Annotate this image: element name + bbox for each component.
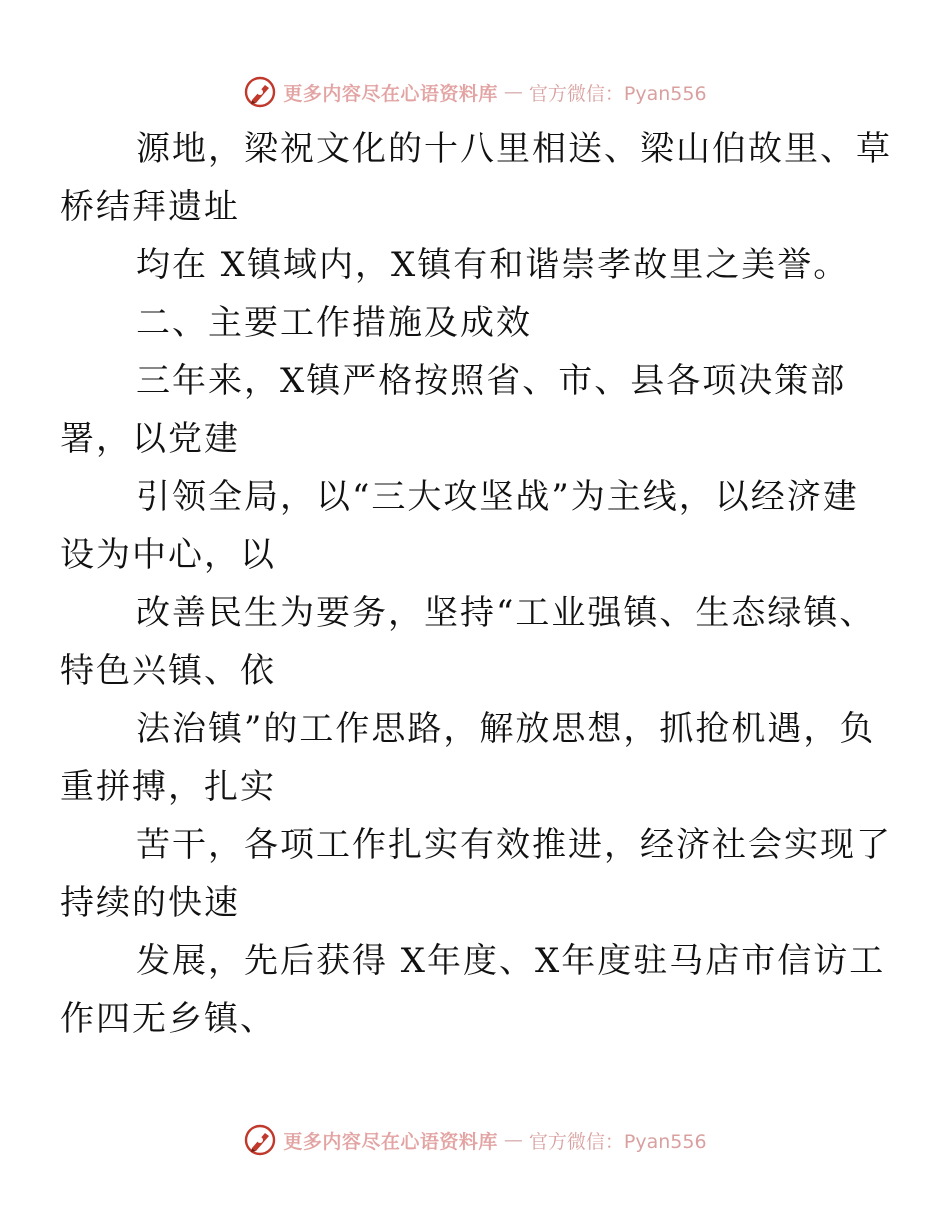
paragraph-line: 设为中心，以 [60,535,276,575]
paragraph-line: 二、主要工作措施及成效 [136,303,532,343]
paragraph [60,584,876,700]
paragraph [98,236,858,294]
section-heading [98,294,858,352]
paragraph-line: 署，以党建 [60,419,240,459]
document-body [60,120,892,1048]
paragraph [60,816,892,932]
watermark-separator: — [503,1129,523,1151]
paragraph [60,468,859,584]
watermark-text: 更多内容尽在心语资料库 [283,1130,498,1153]
paragraph-line: 特色兴镇、依 [60,651,276,691]
paragraph-line: 引领全局，以“三大攻坚战”为主线，以经济建 [136,477,859,517]
paragraph-line: 重拼搏，扎实 [60,767,276,807]
paragraph-line: 源地，梁祝文化的十八里相送、梁山伯故里、草 [136,129,892,169]
paragraph [60,120,892,236]
watermark-contact: 官方微信：Pyan556 [528,1130,707,1153]
paragraph [60,932,886,1048]
paragraph-line: 持续的快速 [60,883,240,923]
paragraph-line: 法治镇”的工作思路，解放思想，抓抢机遇，负 [136,709,876,749]
header-watermark [0,72,950,112]
footer-watermark [0,1120,950,1160]
paragraph-line: 苦干，各项工作扎实有效推进，经济社会实现了 [136,825,892,865]
pen-logo-icon [243,1123,277,1157]
paragraph-line: 作四无乡镇、 [60,999,276,1039]
pen-logo-icon [243,75,277,109]
watermark-text: 更多内容尽在心语资料库 [283,82,498,105]
paragraph-line: 发展，先后获得 X年度、X年度驻马店市信访工 [136,941,886,981]
watermark-separator: — [503,81,523,103]
paragraph-line: 三年来，X镇严格按照省、市、县各项决策部 [136,361,847,401]
paragraph [60,700,876,816]
paragraph-line: 改善民生为要务，坚持“工业强镇、生态绿镇、 [136,593,876,633]
paragraph [60,352,858,468]
paragraph-line: 桥结拜遗址 [60,187,240,227]
watermark-contact: 官方微信：Pyan556 [528,82,707,105]
paragraph-line: 均在 X镇域内，X镇有和谐崇孝故里之美誉。 [136,245,850,285]
